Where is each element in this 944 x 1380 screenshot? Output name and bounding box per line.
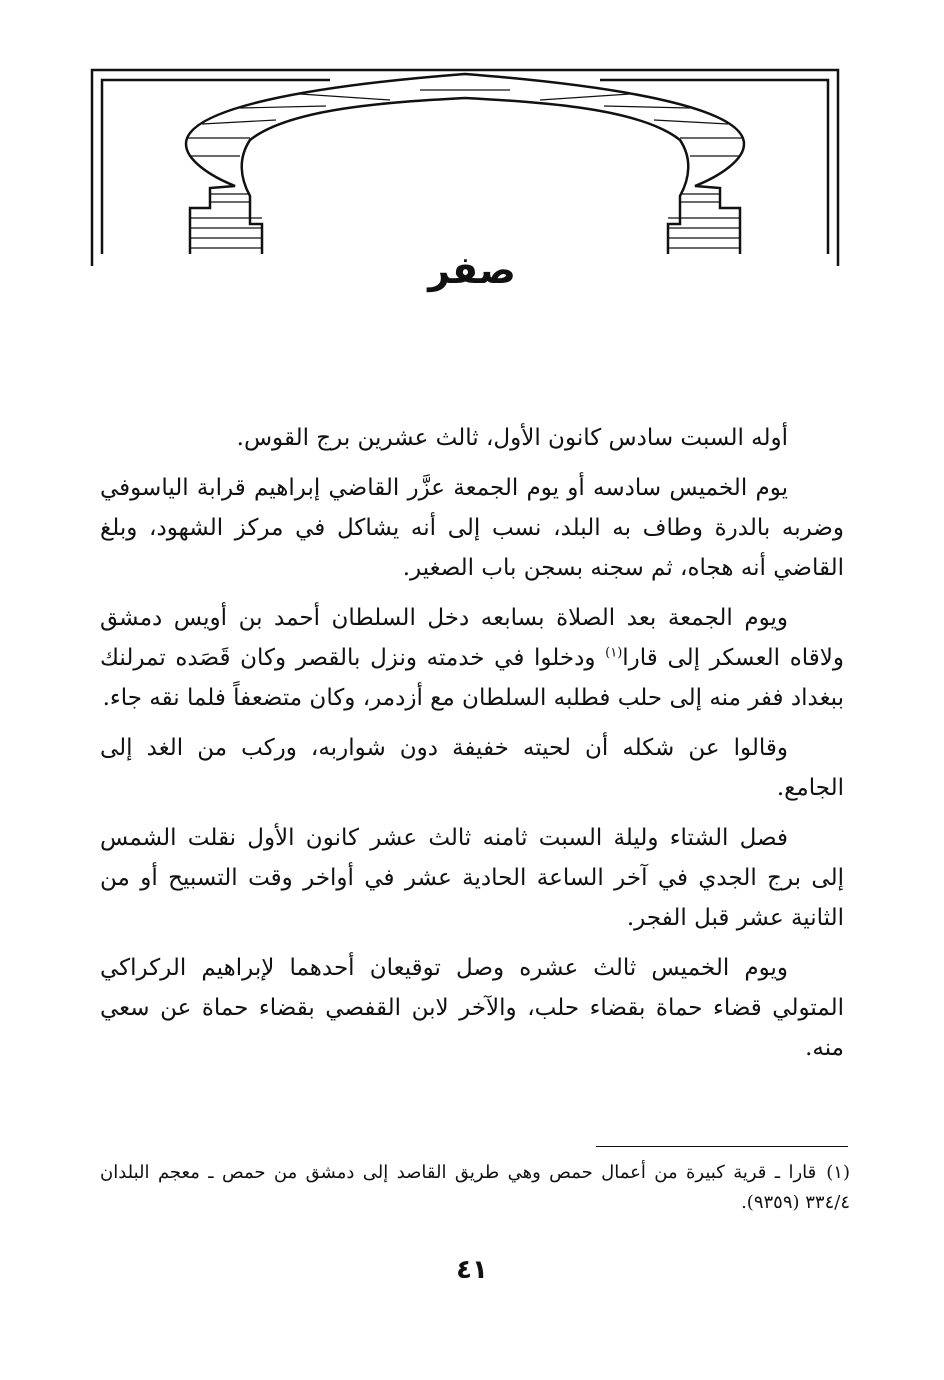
paragraph: فصل الشتاء وليلة السبت ثامنه ثالث عشر كانون الأول نقلت الشمس إلى برج الجدي في آخر الساعة الحادية عشر في أواخر وقت التسبيح أو من الثانية عشر قبل الفجر. bbox=[100, 825, 844, 931]
paragraph: وقالوا عن شكله أن لحيته خفيفة دون شواربه، وركب من الغد إلى الجامع. bbox=[100, 735, 844, 801]
paragraph: يوم الخميس سادسه أو يوم الجمعة عزَّر القاضي إبراهيم قرابة الياسوفي وضربه بالدرة وطاف به البلد، نسب إلى أنه يشاكل في مركز الشهود، وبلغ القاضي أنه هجاه، ثم سجنه بسجن باب الصغير. bbox=[100, 475, 844, 581]
arch-frame-ornament-icon bbox=[90, 68, 840, 268]
footnote-divider bbox=[596, 1146, 848, 1147]
paragraph-text: ودخلوا في خدمته ونزل بالقصر وكان قَصَده تمرلنك ببغداد ففر منه إلى حلب فطلبه السلطان مع أزدمر، وكان متضعفاً فلما نقه جاء. bbox=[100, 645, 844, 711]
page-number: ٤١ bbox=[456, 1255, 488, 1285]
chapter-title: صفر bbox=[428, 248, 516, 292]
footnote bbox=[100, 1158, 850, 1218]
body-text bbox=[100, 418, 844, 1078]
paragraph: أوله السبت سادس كانون الأول، ثالث عشرين برج القوس. bbox=[236, 425, 788, 451]
footnote-reference[interactable]: (١) bbox=[605, 645, 623, 661]
paragraph-text: ويوم الجمعة بعد الصلاة بسابعه دخل السلطان أحمد بن أويس دمشق ولاقاه العسكر إلى قارا bbox=[100, 605, 845, 671]
footnote-text: قارا ـ قرية كبيرة من أعمال حمص وهي طريق القاصد إلى دمشق من حمص ـ معجم البلدان ٣٣٤/٤ (٩٣٥٩). bbox=[100, 1162, 850, 1213]
paragraph: ويوم الخميس ثالث عشره وصل توقيعان أحدهما لإبراهيم الركراكي المتولي قضاء حماة بقضاء حلب، والآخر لابن القفصي بقضاء حماة عن سعي منه. bbox=[100, 955, 844, 1061]
footnote-number: (١) bbox=[826, 1162, 850, 1183]
paragraph bbox=[100, 598, 844, 718]
